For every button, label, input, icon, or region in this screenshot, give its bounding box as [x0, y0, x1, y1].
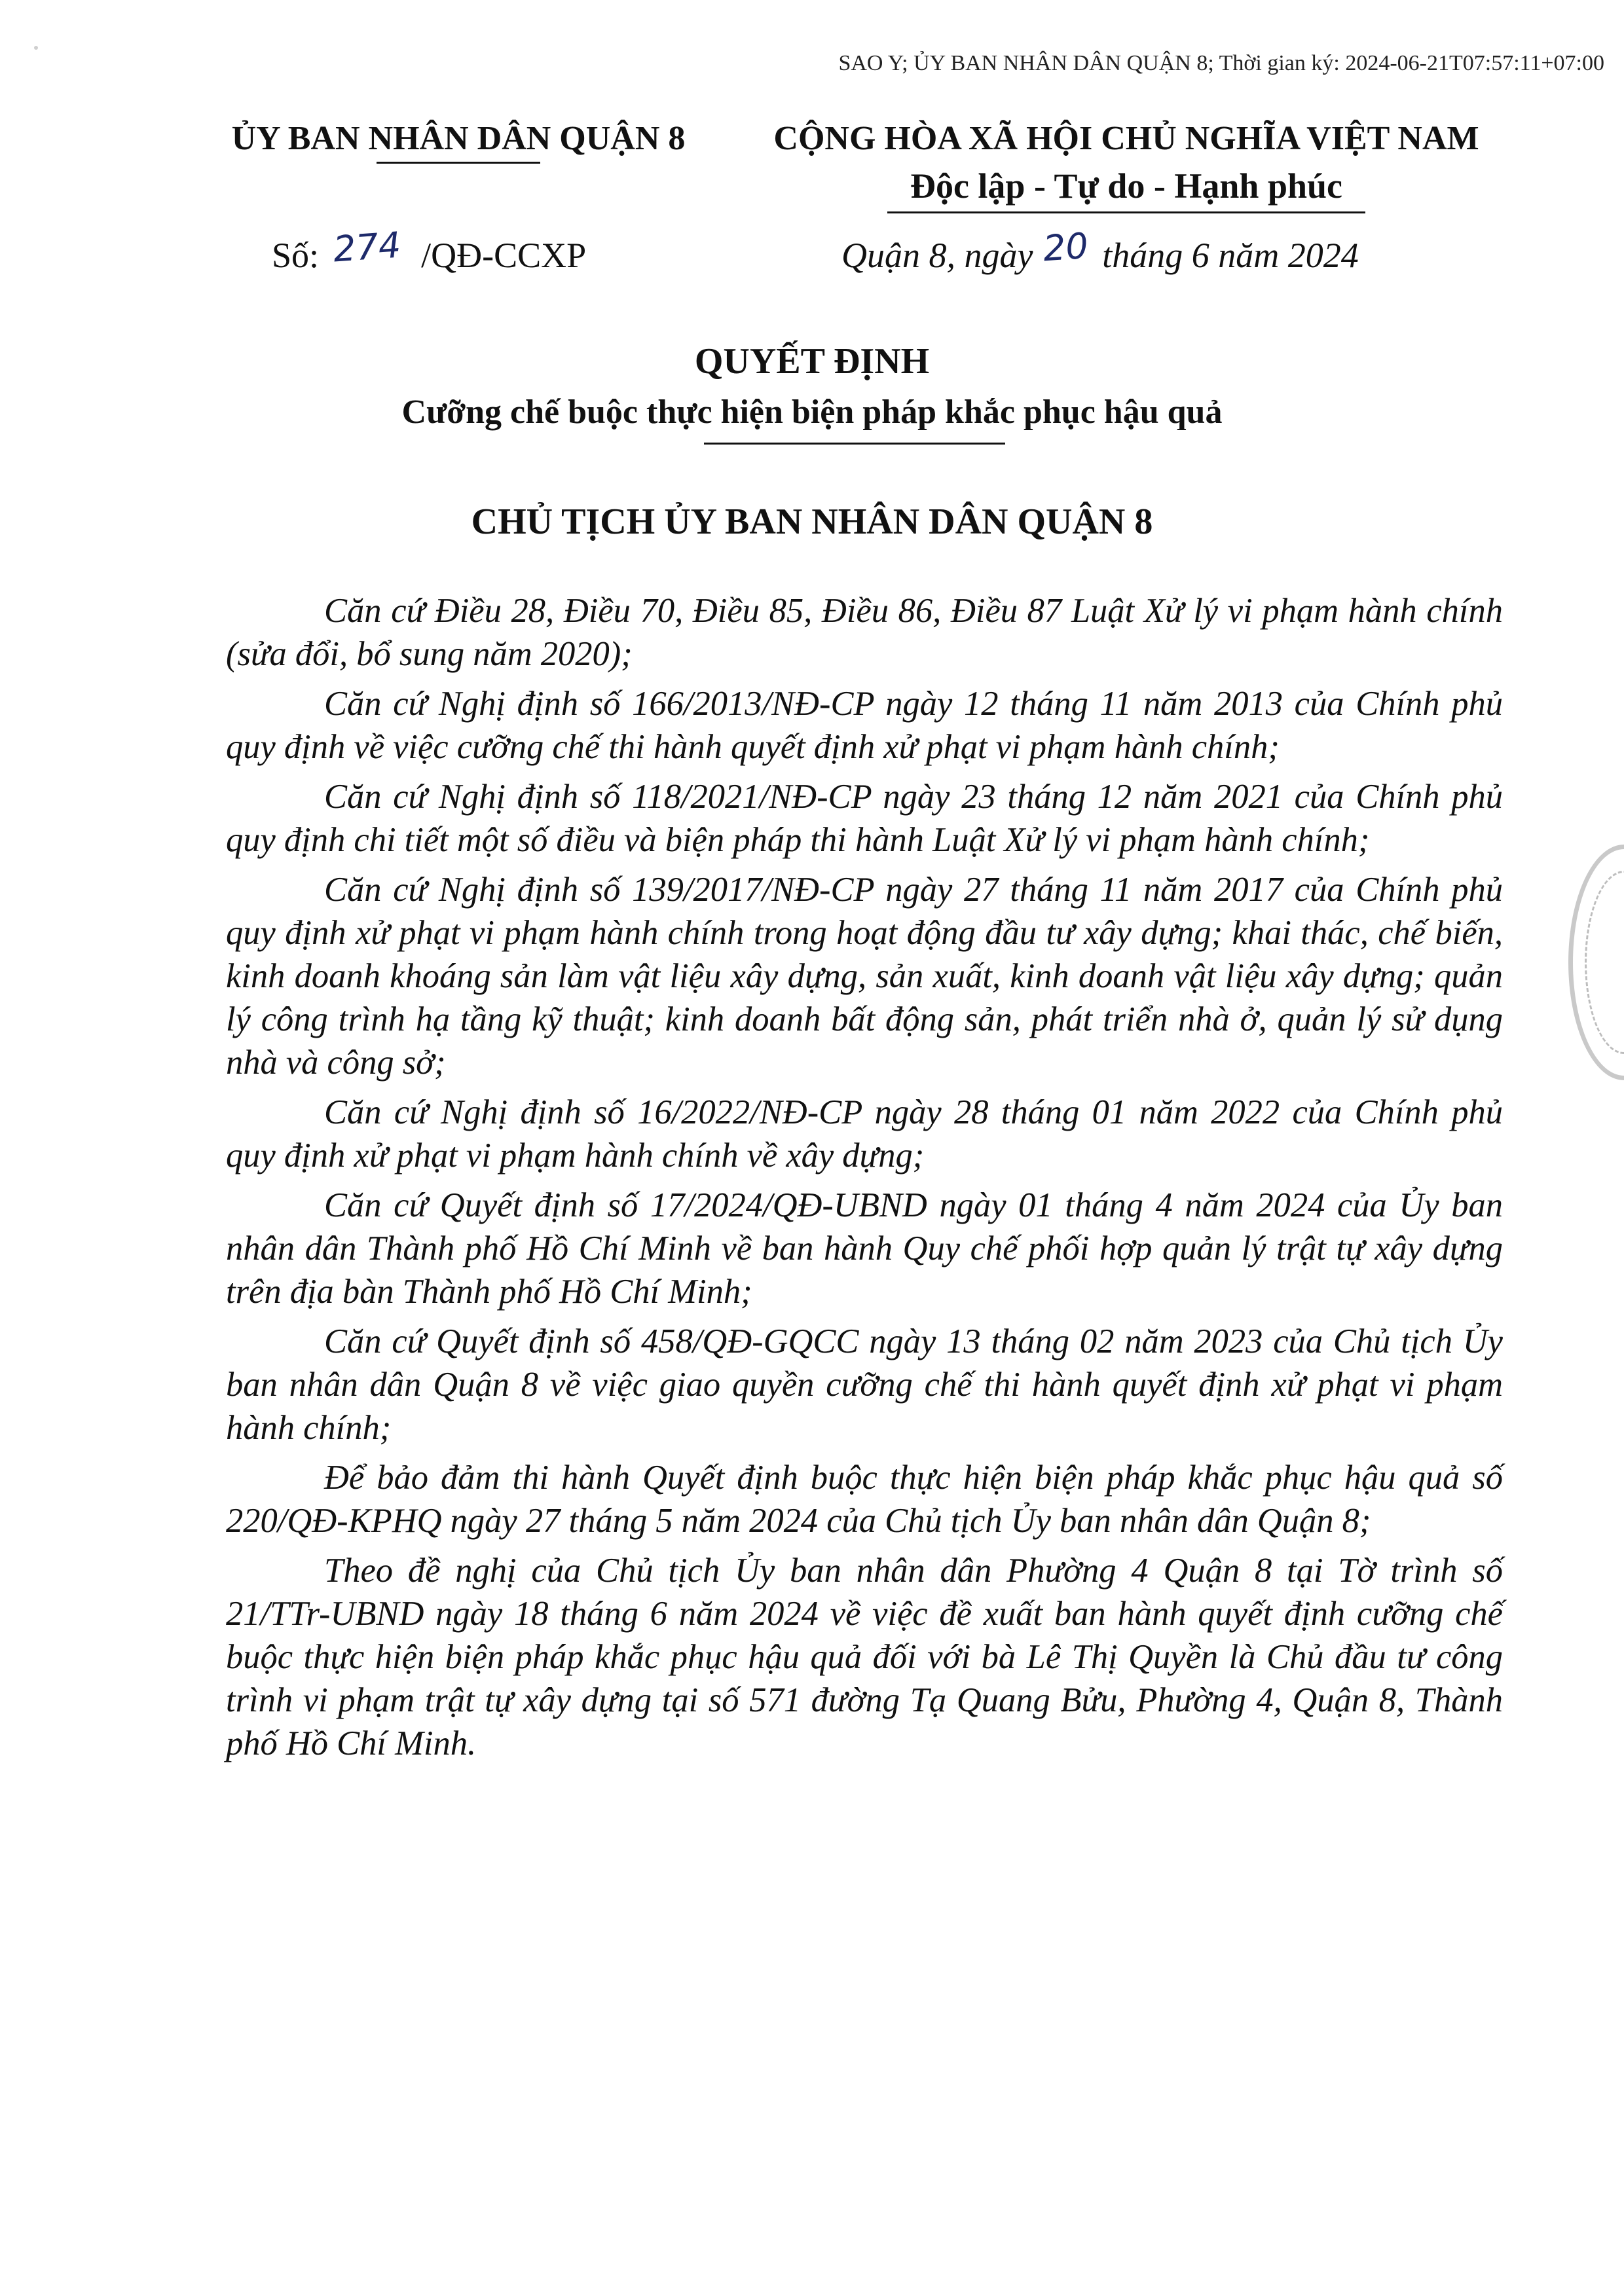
legal-basis-paragraph: Căn cứ Nghị định số 166/2013/NĐ-CP ngày 12 tháng 11 năm 2013 của Chính phủ quy định về việc cưỡng chế thi hành quyết định xử phạt vi phạm hành chính;	[226, 685, 1503, 766]
legal-basis-paragraph: Căn cứ Nghị định số 139/2017/NĐ-CP ngày 27 tháng 11 năm 2017 của Chính phủ quy định xử phạt vi phạm hành chính trong hoạt động đầu tư xây dựng; khai thác, chế biến, kinh doanh khoáng sản làm vật liệu xây dựng, sản xuất, kinh doanh vật liệu xây dựng; quản lý công trình hạ tầng kỹ thuật; kinh doanh bất động sản, phát triển nhà ở, quản lý sử dụng nhà và công sở;	[226, 871, 1503, 1082]
document-title: QUYẾT ĐỊNH	[694, 341, 930, 382]
motto-underline	[887, 211, 1365, 213]
scan-speck	[34, 46, 38, 50]
national-header-block	[733, 119, 1519, 213]
date-prefix: Quận 8, ngày	[841, 236, 1033, 275]
document-number-prefix: Số:	[272, 236, 320, 275]
subtitle-underline	[704, 443, 1005, 445]
national-motto: Độc lập - Tự do - Hạnh phúc	[910, 166, 1343, 206]
document-number-suffix: /QĐ-CCXP	[421, 236, 587, 275]
legal-basis-paragraph: Theo đề nghị của Chủ tịch Ủy ban nhân dân Phường 4 Quận 8 tại Tờ trình số 21/TTr-UBND ngày 18 tháng 6 năm 2024 về việc đề xuất ban hành quyết định cưỡng chế buộc thực hiện biện pháp khắc phục hậu quả đối với bà Lê Thị Quyền là Chủ đầu tư công trình vi phạm trật tự xây dựng tại số 571 đường Tạ Quang Bửu, Phường 4, Quận 8, Thành phố Hồ Chí Minh.	[226, 1552, 1503, 1762]
handwritten-day: 20	[1041, 225, 1090, 270]
legal-basis-paragraph: Căn cứ Quyết định số 17/2024/QĐ-UBND ngày 01 tháng 4 năm 2024 của Ủy ban nhân dân Thành phố Hồ Chí Minh về ban hành Quy chế phối hợp quản lý trật tự xây dựng trên địa bàn Thành phố Hồ Chí Minh;	[226, 1186, 1503, 1311]
legal-basis-section	[226, 589, 1503, 1772]
issuing-organization: ỦY BAN NHÂN DÂN QUẬN 8	[231, 120, 686, 157]
date-suffix: tháng 6 năm 2024	[1102, 236, 1359, 275]
date-line	[841, 225, 1359, 276]
legal-basis-paragraph: Căn cứ Nghị định số 118/2021/NĐ-CP ngày 23 tháng 12 năm 2021 của Chính phủ quy định chi tiết một số điều và biện pháp thi hành Luật Xử lý vi phạm hành chính;	[226, 778, 1503, 859]
organization-underline	[377, 162, 540, 164]
legal-basis-paragraph: Để bảo đảm thi hành Quyết định buộc thực hiện biện pháp khắc phục hậu quả số 220/QĐ-KPHQ ngày 27 tháng 5 năm 2024 của Chủ tịch Ủy ban nhân dân Quận 8;	[226, 1459, 1503, 1540]
national-title: CỘNG HÒA XÃ HỘI CHỦ NGHĨA VIỆT NAM	[773, 120, 1479, 157]
issuing-organization-block	[210, 119, 707, 164]
legal-basis-paragraph: Căn cứ Điều 28, Điều 70, Điều 85, Điều 86, Điều 87 Luật Xử lý vi phạm hành chính (sửa đổi, bổ sung năm 2020);	[226, 592, 1503, 673]
document-subtitle: Cưỡng chế buộc thực hiện biện pháp khắc phục hậu quả	[401, 393, 1223, 431]
legal-basis-paragraph: Căn cứ Quyết định số 458/QĐ-GQCC ngày 13 tháng 02 năm 2023 của Chủ tịch Ủy ban nhân dân Quận 8 về việc giao quyền cưỡng chế thi hành quyết định xử phạt vi phạm hành chính;	[226, 1322, 1503, 1447]
copy-stamp-line: SAO Y; ỦY BAN NHÂN DÂN QUẬN 8; Thời gian ký: 2024-06-21T07:57:11+07:00	[838, 51, 1604, 75]
issuing-authority: CHỦ TỊCH ỦY BAN NHÂN DÂN QUẬN 8	[471, 501, 1153, 542]
handwritten-document-number: 274	[331, 224, 402, 270]
document-number	[272, 224, 587, 276]
legal-basis-paragraph: Căn cứ Nghị định số 16/2022/NĐ-CP ngày 28 tháng 01 năm 2022 của Chính phủ quy định xử phạt vi phạm hành chính về xây dựng;	[226, 1093, 1503, 1175]
